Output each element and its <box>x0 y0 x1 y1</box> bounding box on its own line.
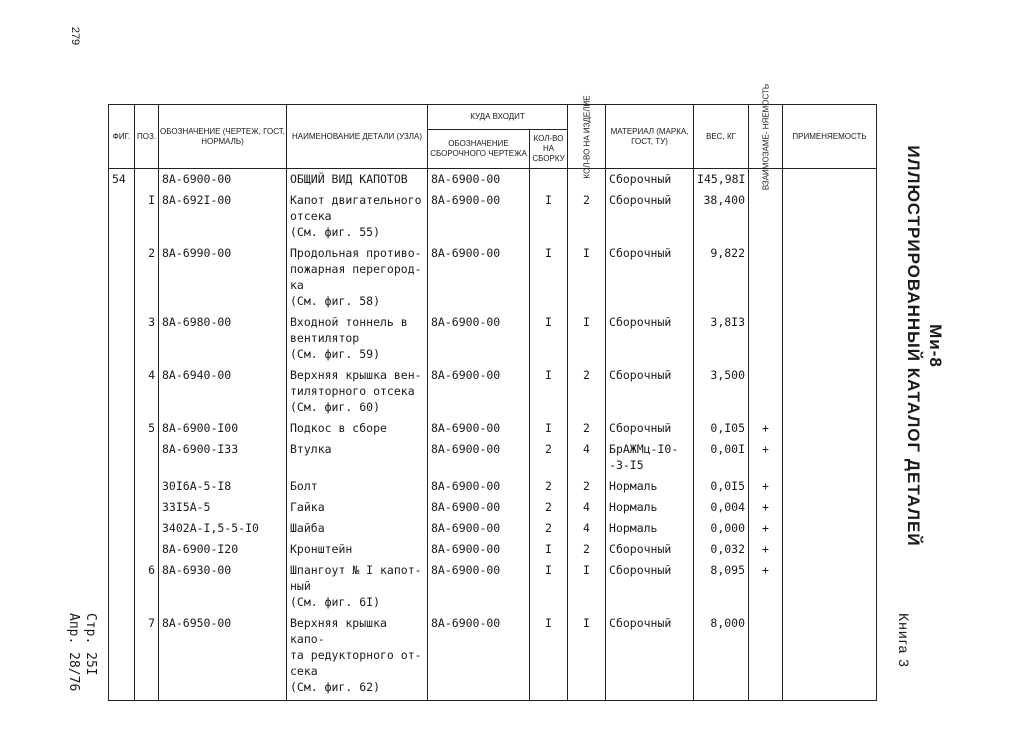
filler-cell <box>159 698 287 701</box>
row-name <box>287 190 428 243</box>
row-material-line: Нормаль <box>609 479 658 493</box>
table-row <box>109 243 877 312</box>
row-name <box>287 476 428 497</box>
row-name <box>287 243 428 312</box>
row-name-line: та редукторного от- <box>290 648 422 662</box>
row-name-line: Капот двигательного <box>290 193 422 207</box>
row-name <box>287 497 428 518</box>
row-assembly: 8А-6900-00 <box>428 539 530 560</box>
row-designation: 8А-6900-I33 <box>159 439 287 476</box>
row-pos: 2 <box>135 243 159 312</box>
row-qty-product: 2 <box>568 365 606 418</box>
header-designation: ОБОЗНАЧЕНИЕ (ЧЕРТЕЖ, ГОСТ, НОРМАЛЬ) <box>159 105 287 169</box>
row-fig <box>109 418 135 439</box>
row-material-line: Сборочный <box>609 421 672 435</box>
header-assembly: ОБОЗНАЧЕНИЕ СБОРОЧНОГО ЧЕРТЕЖА <box>428 130 530 169</box>
filler-cell <box>783 698 877 701</box>
row-material-line: Сборочный <box>609 172 672 186</box>
row-material-line: Сборочный <box>609 315 672 329</box>
row-interchange: + <box>749 518 783 539</box>
row-name-line: ный <box>290 579 311 593</box>
row-pos: 5 <box>135 418 159 439</box>
page-ref-line1: Стр. 25I <box>83 613 98 676</box>
catalog-name: ИЛЛЮСТРИРОВАННЫЙ КАТАЛОГ ДЕТАЛЕЙ <box>904 145 923 547</box>
row-material <box>606 365 694 418</box>
row-qty-assembly: I <box>530 560 568 613</box>
row-material-line: Сборочный <box>609 368 672 382</box>
row-name <box>287 560 428 613</box>
row-pos <box>135 169 159 191</box>
row-pos: 4 <box>135 365 159 418</box>
row-interchange: + <box>749 418 783 439</box>
row-pos: 6 <box>135 560 159 613</box>
page-ref-line2: Апр. 28/76 <box>66 613 81 692</box>
row-qty-product: I <box>568 312 606 365</box>
row-qty-product: 2 <box>568 190 606 243</box>
table-filler <box>109 698 877 701</box>
row-applicability <box>783 539 877 560</box>
row-name-line: Продольная противо- <box>290 246 422 260</box>
row-qty-assembly: I <box>530 365 568 418</box>
row-material <box>606 243 694 312</box>
row-material <box>606 613 694 698</box>
row-name-line: ОБЩИЙ ВИД КАПОТОВ <box>290 172 408 186</box>
row-qty-assembly <box>530 169 568 191</box>
row-qty-product: 2 <box>568 539 606 560</box>
row-pos: I <box>135 190 159 243</box>
row-qty-product: 2 <box>568 476 606 497</box>
row-assembly: 8А-6900-00 <box>428 439 530 476</box>
row-qty-product: 4 <box>568 439 606 476</box>
row-fig <box>109 190 135 243</box>
row-designation: 8А-692I-00 <box>159 190 287 243</box>
row-fig: 54 <box>109 169 135 191</box>
row-applicability <box>783 497 877 518</box>
row-weight: 9,822 <box>694 243 749 312</box>
page-number: 279 <box>69 26 82 46</box>
page-reference <box>65 613 99 713</box>
parts-table <box>108 83 877 701</box>
row-applicability <box>783 476 877 497</box>
row-name <box>287 312 428 365</box>
row-name-line: Подкос в сборе <box>290 421 387 435</box>
row-assembly: 8А-6900-00 <box>428 312 530 365</box>
row-name-line: Гайка <box>290 500 325 514</box>
row-applicability <box>783 190 877 243</box>
table-row <box>109 613 877 698</box>
row-qty-assembly: 2 <box>530 518 568 539</box>
row-fig <box>109 539 135 560</box>
row-fig <box>109 476 135 497</box>
row-weight: 0,I05 <box>694 418 749 439</box>
row-qty-product: I <box>568 243 606 312</box>
row-material <box>606 312 694 365</box>
row-interchange <box>749 190 783 243</box>
row-pos <box>135 476 159 497</box>
row-pos <box>135 539 159 560</box>
row-designation: 8А-6940-00 <box>159 365 287 418</box>
table-row <box>109 190 877 243</box>
row-interchange: + <box>749 560 783 613</box>
header-pos: ПОЗ. <box>135 105 159 169</box>
table-row <box>109 560 877 613</box>
row-name <box>287 439 428 476</box>
row-applicability <box>783 613 877 698</box>
row-name-line: Верхняя крышка вен- <box>290 368 422 382</box>
row-material <box>606 518 694 539</box>
row-material <box>606 439 694 476</box>
row-pos: 3 <box>135 312 159 365</box>
row-weight: 8,095 <box>694 560 749 613</box>
row-weight: 8,000 <box>694 613 749 698</box>
row-weight: 0,00I <box>694 439 749 476</box>
row-fig <box>109 243 135 312</box>
row-fig <box>109 518 135 539</box>
row-fig <box>109 613 135 698</box>
row-name-line: Шайба <box>290 521 325 535</box>
row-name-line: (См. фиг. 55) <box>290 225 381 239</box>
row-interchange <box>749 312 783 365</box>
row-fig <box>109 312 135 365</box>
table-row <box>109 476 877 497</box>
table-row <box>109 497 877 518</box>
aircraft-model: Ми-8 <box>926 324 945 368</box>
row-name <box>287 169 428 191</box>
row-assembly: 8А-6900-00 <box>428 243 530 312</box>
header-where: КУДА ВХОДИТ <box>428 105 568 130</box>
header-name: НАИМЕНОВАНИЕ ДЕТАЛИ (УЗЛА) <box>287 105 428 169</box>
row-material <box>606 560 694 613</box>
row-name-line: Втулка <box>290 442 332 456</box>
row-qty-assembly: 2 <box>530 476 568 497</box>
header-interchange <box>749 83 783 190</box>
filler-cell <box>135 698 159 701</box>
row-qty-assembly: 2 <box>530 497 568 518</box>
row-material-line: БрАЖМц-I0- <box>609 442 679 456</box>
row-weight: I45,98I <box>694 169 749 191</box>
row-assembly: 8А-6900-00 <box>428 613 530 698</box>
row-name <box>287 518 428 539</box>
row-name-line: (См. фиг. 59) <box>290 347 381 361</box>
row-name-line: (См. фиг. 6I) <box>290 595 381 609</box>
row-material <box>606 190 694 243</box>
row-applicability <box>783 365 877 418</box>
row-qty-assembly: 2 <box>530 439 568 476</box>
row-applicability <box>783 243 877 312</box>
row-name-line: (См. фиг. 58) <box>290 294 381 308</box>
catalog-title <box>889 110 949 590</box>
row-weight: 0,0I5 <box>694 476 749 497</box>
row-designation: 8А-6950-00 <box>159 613 287 698</box>
row-designation: 8А-6900-00 <box>159 169 287 191</box>
row-assembly: 8А-6900-00 <box>428 190 530 243</box>
filler-cell <box>287 698 428 701</box>
row-name-line: пожарная перегород- <box>290 262 422 276</box>
row-name <box>287 539 428 560</box>
row-name-line: тиляторного отсека <box>290 384 415 398</box>
row-name <box>287 365 428 418</box>
book-label: Книга 3 <box>896 613 912 668</box>
row-pos <box>135 439 159 476</box>
table-row <box>109 418 877 439</box>
row-name-line: Шпангоут № I капот- <box>290 563 422 577</box>
header-qty-product-label: КОЛ-ВО НА ИЗДЕЛИЕ <box>582 94 592 179</box>
row-material <box>606 497 694 518</box>
row-name-line: сека <box>290 664 318 678</box>
filler-cell <box>428 698 530 701</box>
row-pos <box>135 518 159 539</box>
row-qty-product: 2 <box>568 418 606 439</box>
row-assembly: 8А-6900-00 <box>428 497 530 518</box>
row-designation: 3402А-I,5-5-I0 <box>159 518 287 539</box>
filler-cell <box>694 698 749 701</box>
row-applicability <box>783 560 877 613</box>
header-qty-assembly: КОЛ-ВО НА СБОРКУ <box>530 130 568 169</box>
row-fig <box>109 497 135 518</box>
row-designation: 8А-6900-I20 <box>159 539 287 560</box>
filler-cell <box>606 698 694 701</box>
row-pos <box>135 497 159 518</box>
filler-cell <box>568 698 606 701</box>
row-name <box>287 418 428 439</box>
row-assembly: 8А-6900-00 <box>428 365 530 418</box>
row-designation: 8А-6980-00 <box>159 312 287 365</box>
row-qty-product: 4 <box>568 518 606 539</box>
row-interchange: + <box>749 439 783 476</box>
row-weight: 0,032 <box>694 539 749 560</box>
filler-cell <box>530 698 568 701</box>
row-pos: 7 <box>135 613 159 698</box>
header-weight: ВЕС, КГ <box>694 105 749 169</box>
row-qty-product: 4 <box>568 497 606 518</box>
row-designation: 8А-6990-00 <box>159 243 287 312</box>
row-qty-assembly: I <box>530 418 568 439</box>
row-name-line: Кронштейн <box>290 542 353 556</box>
row-weight: 0,004 <box>694 497 749 518</box>
row-weight: 3,8I3 <box>694 312 749 365</box>
row-fig <box>109 439 135 476</box>
row-assembly: 8А-6900-00 <box>428 169 530 191</box>
row-designation: 33I5А-5 <box>159 497 287 518</box>
row-name-line: (См. фиг. 60) <box>290 400 381 414</box>
filler-cell <box>749 698 783 701</box>
row-material-line: Нормаль <box>609 521 658 535</box>
row-material <box>606 476 694 497</box>
row-weight: 3,500 <box>694 365 749 418</box>
row-name <box>287 613 428 698</box>
row-applicability <box>783 518 877 539</box>
row-interchange: + <box>749 497 783 518</box>
filler-cell <box>109 698 135 701</box>
table-row <box>109 539 877 560</box>
row-name-line: Болт <box>290 479 318 493</box>
row-qty-assembly: I <box>530 613 568 698</box>
row-fig <box>109 365 135 418</box>
row-material-line: Сборочный <box>609 246 672 260</box>
row-name-line: Входной тоннель в <box>290 315 408 329</box>
row-designation: 8А-6900-I00 <box>159 418 287 439</box>
row-qty-assembly: I <box>530 243 568 312</box>
row-interchange: + <box>749 476 783 497</box>
row-qty-assembly: I <box>530 312 568 365</box>
row-interchange <box>749 613 783 698</box>
row-material <box>606 169 694 191</box>
row-qty-assembly: I <box>530 190 568 243</box>
row-applicability <box>783 418 877 439</box>
row-weight: 0,000 <box>694 518 749 539</box>
row-name-line: вентилятор <box>290 331 360 345</box>
row-qty-product: I <box>568 613 606 698</box>
row-material-line: Нормаль <box>609 500 658 514</box>
header-material: МАТЕРИАЛ (МАРКА, ГОСТ, ТУ) <box>606 105 694 169</box>
row-assembly: 8А-6900-00 <box>428 560 530 613</box>
row-assembly: 8А-6900-00 <box>428 476 530 497</box>
table-row <box>109 439 877 476</box>
row-name-line: отсека <box>290 209 332 223</box>
row-applicability <box>783 169 877 191</box>
row-interchange <box>749 243 783 312</box>
row-qty-product: I <box>568 560 606 613</box>
row-qty-assembly: I <box>530 539 568 560</box>
row-applicability <box>783 439 877 476</box>
row-interchange: + <box>749 539 783 560</box>
row-weight: 38,400 <box>694 190 749 243</box>
row-assembly: 8А-6900-00 <box>428 518 530 539</box>
row-material-line: Сборочный <box>609 542 672 556</box>
row-material <box>606 418 694 439</box>
table-row <box>109 518 877 539</box>
header-qty-product <box>568 94 606 179</box>
header-fig: ФИГ. <box>109 105 135 169</box>
row-material-line: Сборочный <box>609 193 672 207</box>
header-interchange-label: ВЗАИМОЗАМЕ- НЯЕМОСТЬ <box>761 83 771 190</box>
row-material-line: -3-I5 <box>609 458 644 472</box>
row-material-line: Сборочный <box>609 563 672 577</box>
row-material-line: Сборочный <box>609 616 672 630</box>
table-row <box>109 312 877 365</box>
header-applicability: ПРИМЕНЯЕМОСТЬ <box>783 105 877 169</box>
row-designation: 8А-6930-00 <box>159 560 287 613</box>
row-name-line: ка <box>290 278 304 292</box>
row-designation: 30I6А-5-I8 <box>159 476 287 497</box>
row-fig <box>109 560 135 613</box>
row-interchange <box>749 365 783 418</box>
row-name-line: Верхняя крышка капо- <box>290 616 387 646</box>
row-assembly: 8А-6900-00 <box>428 418 530 439</box>
row-name-line: (См. фиг. 62) <box>290 680 381 694</box>
row-material <box>606 539 694 560</box>
table-row <box>109 365 877 418</box>
row-applicability <box>783 312 877 365</box>
